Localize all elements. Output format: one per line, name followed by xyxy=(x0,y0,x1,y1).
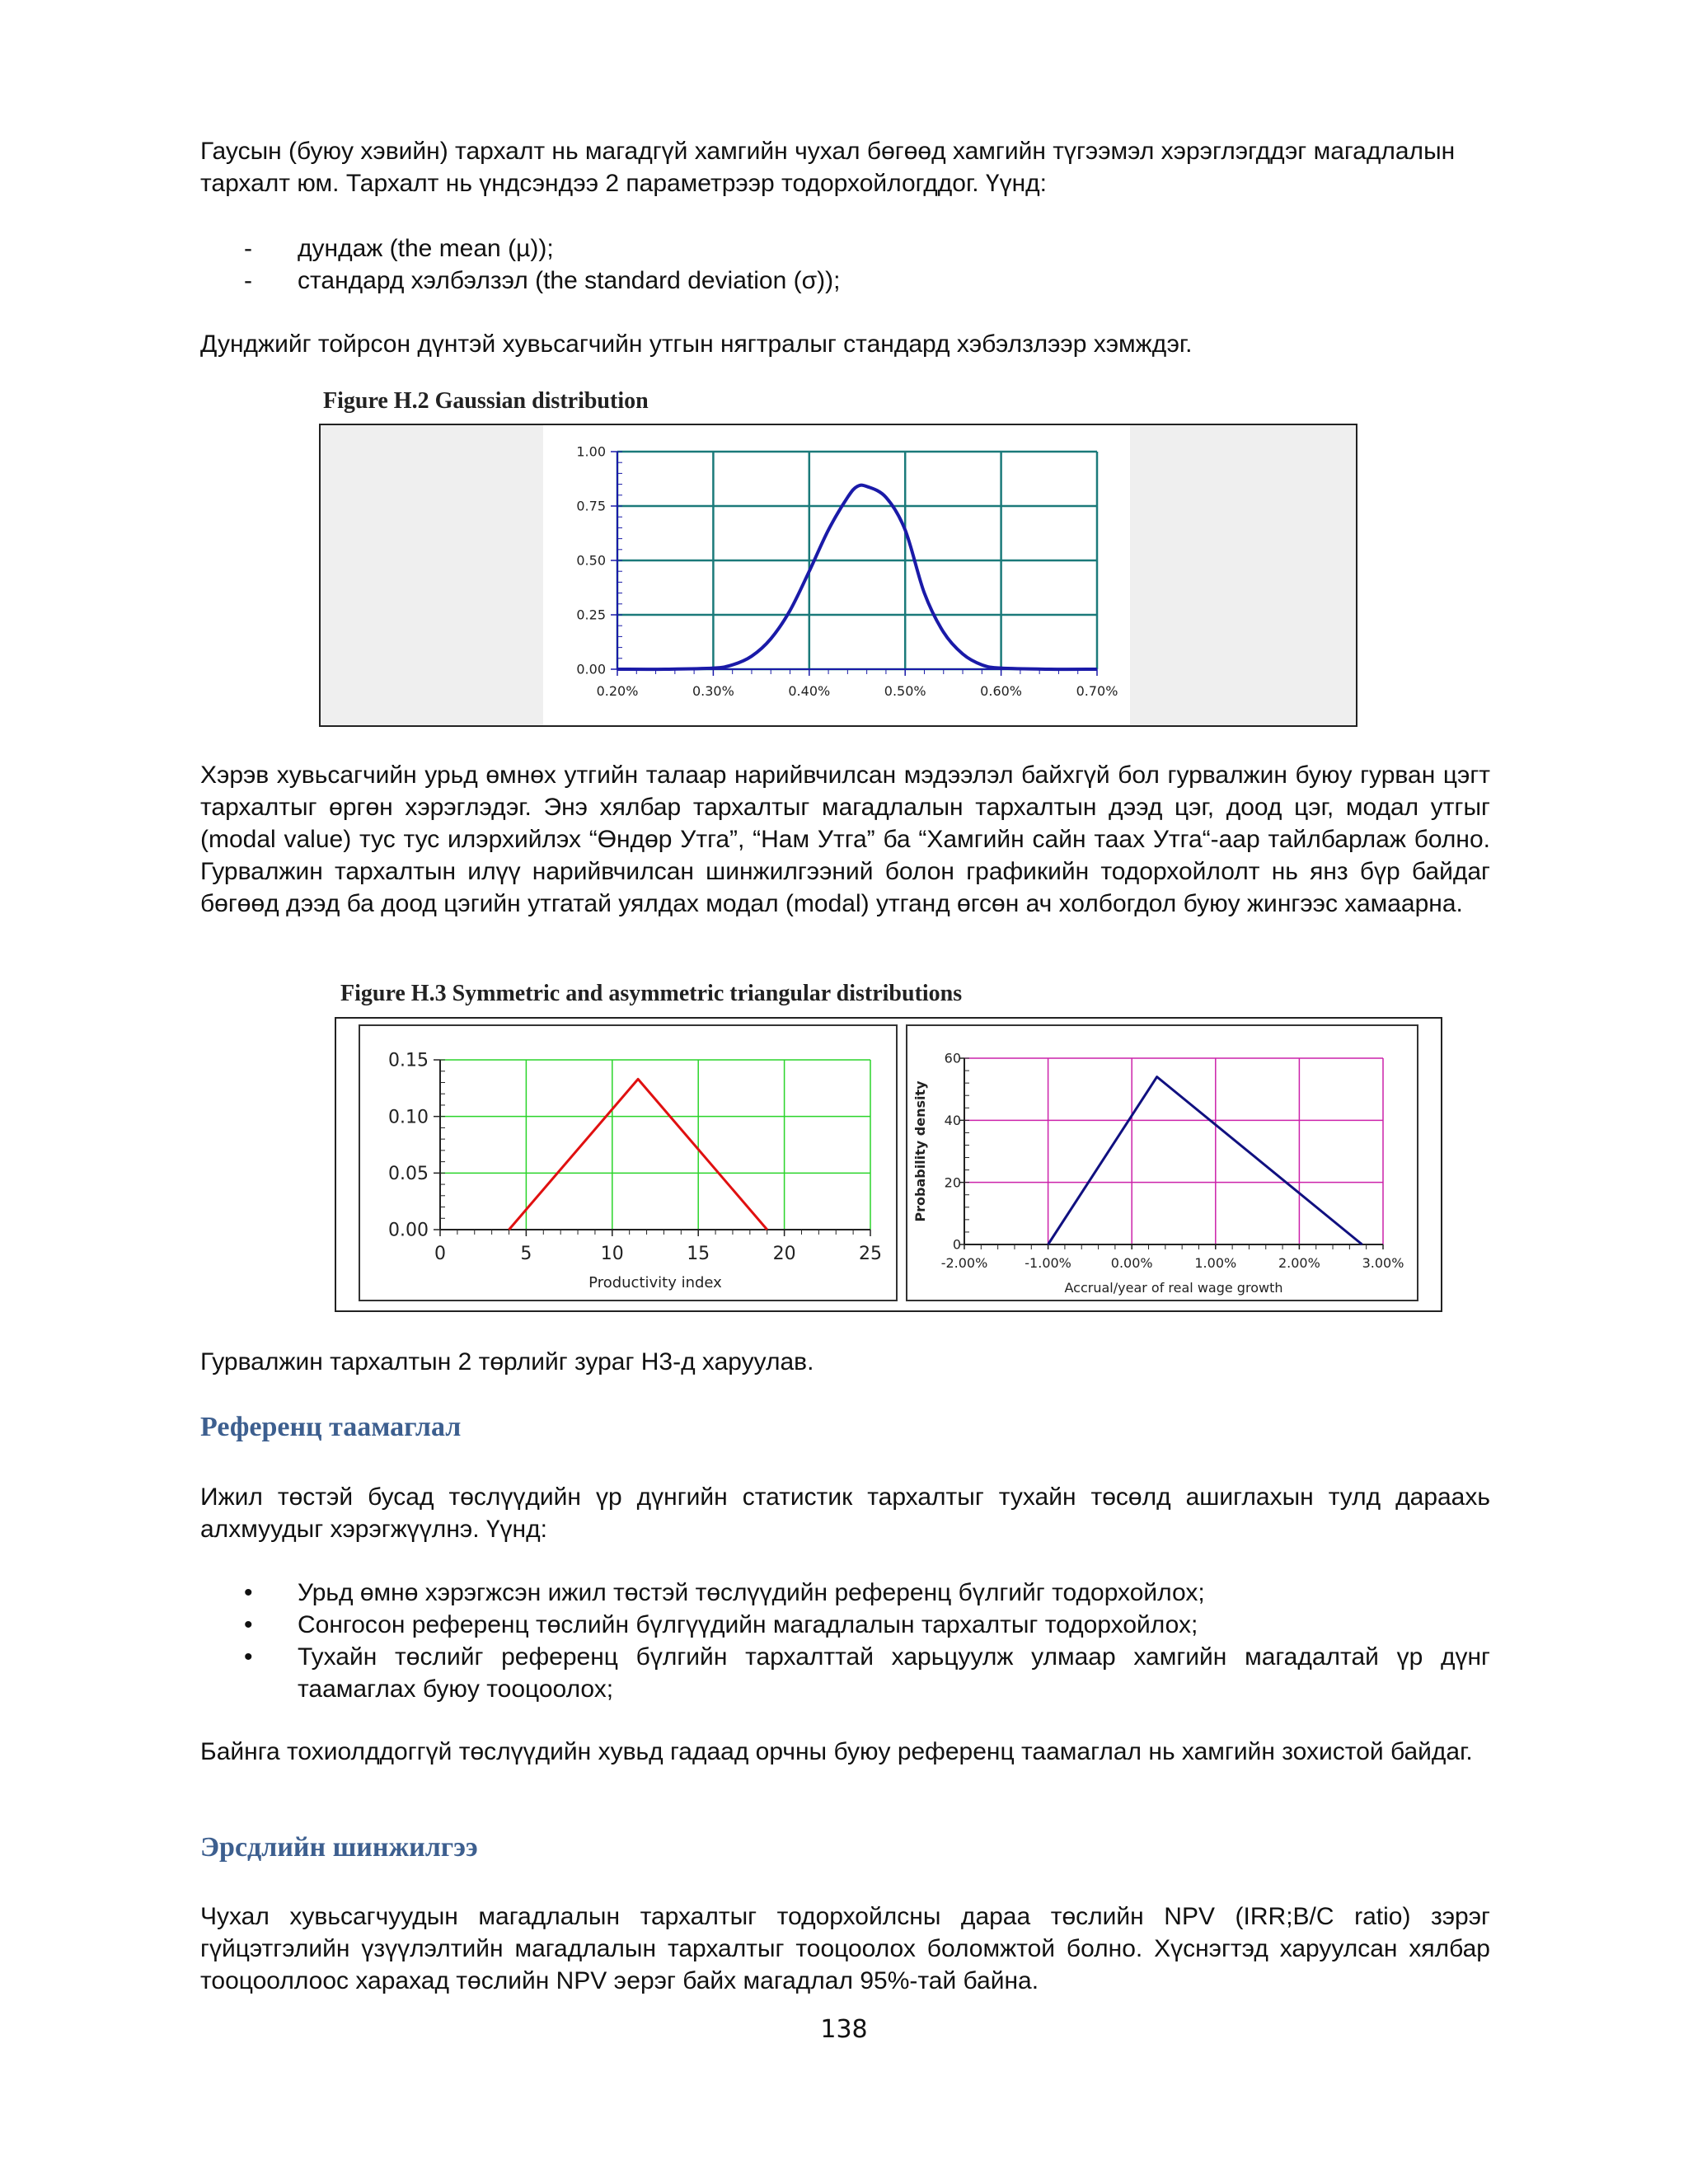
reference-paragraph: Ижил төстэй бусад төслүүдийн үр дүнгийн статистик тархалтыг тухайн төсөлд ашиглахын тулд дараахь алхмуудыг хэрэгжүүлнэ. Үүнд: xyxy=(200,1483,1490,1543)
x-tick-label: 1.00% xyxy=(1194,1255,1237,1271)
x-tick-label: 25 xyxy=(859,1244,882,1264)
bullet-marker: • xyxy=(244,1643,253,1671)
y-tick-label: 0.25 xyxy=(576,607,606,623)
y-axis-label: Probability density xyxy=(912,1080,928,1222)
figure-h3-frame xyxy=(335,1017,1442,1312)
x-tick-label: 0.20% xyxy=(596,683,639,699)
risk-paragraph: Чухал хувьсагчуудын магадлалын тархалтыг тодорхойлсны дараа төслийн NPV (IRR;B/C ratio) зэрэг гүйцэтгэлийн үзүүлэлтийн магадлалын тархалтыг тооцоолох боломжтой болно. Хүснэгтэд харуулсан хялбар тооцооллоос харахад төслийн NPV эерэг байх магадлал 95%-тай байна. xyxy=(200,1903,1490,1994)
x-tick-label: 10 xyxy=(600,1244,624,1264)
figure-h2-frame xyxy=(319,424,1357,727)
dash-marker: - xyxy=(244,235,252,262)
list-item xyxy=(200,1577,1490,1609)
list-item-text: стандард хэлбэлзэл (the standard deviation (σ)); xyxy=(298,267,841,294)
y-tick-label: 0.75 xyxy=(576,498,606,514)
list-item-text: Сонгосон референц төслийн бүлгүүдийн магадлалын тархалтыг тодорхойлох; xyxy=(298,1611,1198,1638)
x-tick-label: 2.00% xyxy=(1278,1255,1320,1271)
x-tick-label: 20 xyxy=(772,1244,796,1264)
x-tick-label: -1.00% xyxy=(1025,1255,1071,1271)
list-item xyxy=(200,265,1490,297)
series-line xyxy=(1048,1077,1362,1244)
figure-h2-caption: Figure H.2 Gaussian distribution xyxy=(323,388,649,414)
y-tick-label: 20 xyxy=(944,1174,961,1191)
gaussian-chart xyxy=(321,425,1356,725)
y-tick-label: 0.00 xyxy=(388,1220,429,1241)
x-tick-label: 5 xyxy=(520,1244,532,1264)
y-tick-label: 0 xyxy=(952,1236,961,1253)
list-item xyxy=(200,232,1490,265)
list-item xyxy=(200,1641,1490,1705)
reference-closing-paragraph: Байнга тохиолддоггүй төслүүдийн хувьд гадаад орчны буюу референц таамаглал нь хамгийн зохистой байдаг. xyxy=(200,1738,1473,1765)
y-tick-label: 0.10 xyxy=(388,1107,429,1128)
y-tick-label: 0.05 xyxy=(388,1164,429,1185)
x-tick-label: 0.40% xyxy=(788,683,831,699)
x-axis-label: Accrual/year of real wage growth xyxy=(1064,1280,1283,1296)
x-tick-label: -2.00% xyxy=(940,1255,988,1271)
x-tick-label: 15 xyxy=(687,1244,710,1264)
series-line xyxy=(509,1079,767,1230)
chart-background xyxy=(543,425,1130,725)
x-tick-label: 0.60% xyxy=(980,683,1023,699)
list-item-text: Урьд өмнө хэрэгжсэн ижил төстэй төслүүдийн референц бүлгийг тодорхойлох; xyxy=(298,1579,1205,1606)
triangular-paragraph: Хэрэв хувьсагчийн урьд өмнөх утгийн талаар нарийвчилсан мэдээлэл байхгүй бол гурвалжин буюу гурван цэгт тархалтыг өргөн хэрэглэдэг. Энэ хялбар тархалтыг магадлалын тархалтын дээд цэг, доод цэг, модал утгыг (modal value) тус тус илэрхийлэх “Өндөр Утга”, “Нам Утга” ба “Хамгийн сайн таах Утга“-аар тайлбарлаж болно. Гурвалжин тархалтын илүү нарийвчилсан шинжилгээний болон графикийн тодорхойлолт нь янз бүр байдаг бөгөөд дээд ба доод цэгийн утгатай уялдах модал (modal) утганд өгсөн ач холбогдол буюу жингээс хамаарна. xyxy=(200,762,1490,917)
x-tick-label: 0.70% xyxy=(1076,683,1118,699)
intro-paragraph: Гаусын (буюу хэвийн) тархалт нь магадгүй хамгийн чухал бөгөөд хамгийн түгээмэл хэрэглэгддэг магадлалын тархалт юм. Тархалт нь үндсэндээ 2 параметрээр тодорхойлогддог. Үүнд: xyxy=(200,138,1456,197)
triangular-charts xyxy=(336,1019,1441,1310)
density-paragraph: Дунджийг тойрсон дүнтэй хувьсагчийн утгын нягтралыг стандард хэбэлзлээр хэмждэг. xyxy=(200,330,1193,358)
x-tick-label: 0.50% xyxy=(884,683,926,699)
y-tick-label: 0.15 xyxy=(388,1050,429,1071)
bullet-marker: • xyxy=(244,1579,253,1606)
parameter-list xyxy=(200,232,1490,297)
reference-heading: Референц таамаглал xyxy=(200,1412,462,1442)
list-item-text: дундаж (the mean (µ)); xyxy=(298,235,554,262)
y-tick-label: 40 xyxy=(944,1112,961,1128)
figure-h3-caption: Figure H.3 Symmetric and asymmetric triangular distributions xyxy=(340,981,963,1006)
y-tick-label: 1.00 xyxy=(576,443,606,460)
x-axis-label: Productivity index xyxy=(588,1274,722,1291)
page-number: 138 xyxy=(820,2015,868,2044)
y-tick-label: 0.50 xyxy=(576,552,606,569)
list-item-text: Тухайн төслийг референц бүлгийн тархалттай харьцуулж улмаар хамгийн магадалтай үр дүнг таамаглах буюу тооцоолох; xyxy=(298,1643,1490,1703)
x-tick-label: 0 xyxy=(434,1244,446,1264)
x-tick-label: 0.00% xyxy=(1110,1255,1153,1271)
y-tick-label: 60 xyxy=(944,1050,961,1066)
risk-heading: Эрсдлийн шинжилгээ xyxy=(200,1832,478,1863)
y-tick-label: 0.00 xyxy=(576,661,606,677)
h3-note-paragraph: Гурвалжин тархалтын 2 төрлийг зураг H3-д харуулав. xyxy=(200,1348,814,1376)
list-item xyxy=(200,1609,1490,1641)
x-tick-label: 0.30% xyxy=(692,683,734,699)
reference-steps-list xyxy=(200,1577,1490,1705)
x-tick-label: 3.00% xyxy=(1362,1255,1404,1271)
bullet-marker: • xyxy=(244,1611,253,1638)
dash-marker: - xyxy=(244,267,252,294)
